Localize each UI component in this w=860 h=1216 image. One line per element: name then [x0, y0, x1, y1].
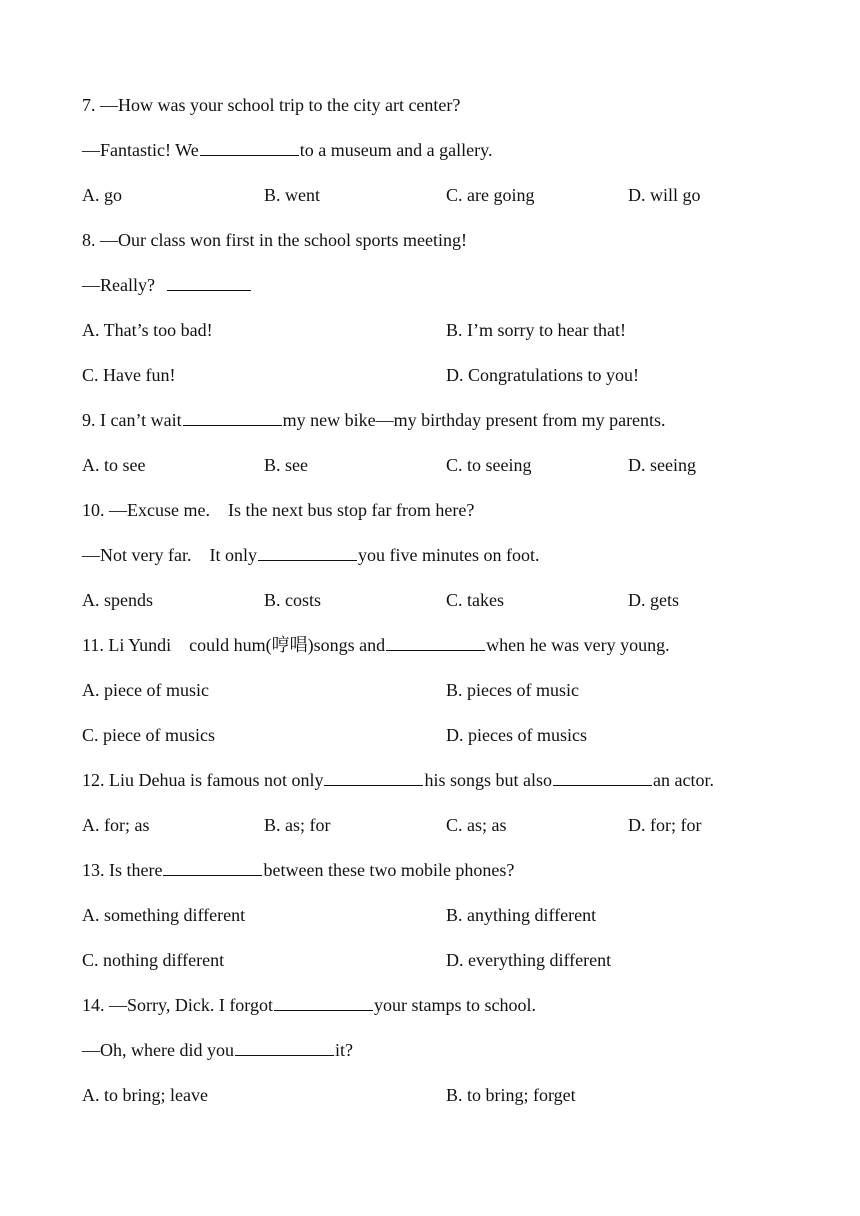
- reply-text: you five minutes on foot.: [357, 545, 540, 565]
- question-13-options-row-1: [82, 900, 840, 945]
- question-8-options-row-1: [82, 315, 840, 360]
- question-10-reply: [82, 540, 840, 585]
- question-8-stem: [82, 225, 840, 270]
- answer-blank: [200, 135, 299, 156]
- question-10-options: [82, 585, 840, 630]
- option-c: C. Have fun!: [82, 365, 176, 385]
- question-8-options-row-2: [82, 360, 840, 405]
- question-7-options: [82, 180, 840, 225]
- answer-blank: [324, 765, 423, 786]
- question-11-options-row-1: [82, 675, 840, 720]
- question-12-stem: [82, 765, 840, 810]
- question-14-reply: [82, 1035, 840, 1080]
- option-d: D. for; for: [628, 815, 702, 835]
- option-b: B. see: [264, 455, 308, 475]
- question-text: 13. Is there: [82, 860, 163, 880]
- question-text: 7. —How was your school trip to the city art center?: [82, 95, 461, 115]
- question-9-stem: [82, 405, 840, 450]
- question-9-options: [82, 450, 840, 495]
- question-7-reply: [82, 135, 840, 180]
- question-10-stem: [82, 495, 840, 540]
- answer-blank: [167, 270, 251, 291]
- option-a: A. to bring; leave: [82, 1085, 208, 1105]
- reply-text: it?: [334, 1040, 353, 1060]
- option-b: B. I’m sorry to hear that!: [446, 320, 626, 340]
- option-b: B. went: [264, 185, 320, 205]
- option-b: B. to bring; forget: [446, 1085, 576, 1105]
- question-text: when he was very young.: [486, 635, 670, 655]
- option-b: B. as; for: [264, 815, 331, 835]
- option-a: A. something different: [82, 905, 246, 925]
- question-text: 10. —Excuse me. Is the next bus stop far from here?: [82, 500, 475, 520]
- answer-blank: [235, 1035, 334, 1056]
- option-d: D. everything different: [446, 950, 612, 970]
- option-c: C. are going: [446, 185, 535, 205]
- option-a: A. to see: [82, 455, 146, 475]
- reply-text: —Fantastic! We: [82, 140, 199, 160]
- question-14-options-row-1: [82, 1080, 840, 1125]
- question-13-options-row-2: [82, 945, 840, 990]
- question-text: your stamps to school.: [373, 995, 536, 1015]
- answer-blank: [163, 855, 262, 876]
- option-a: A. for; as: [82, 815, 150, 835]
- question-text: 12. Liu Dehua is famous not only: [82, 770, 324, 790]
- question-11-options-row-2: [82, 720, 840, 765]
- option-d: D. seeing: [628, 455, 696, 475]
- option-a: A. spends: [82, 590, 153, 610]
- option-c: C. piece of musics: [82, 725, 215, 745]
- question-text: 14. —Sorry, Dick. I forgot: [82, 995, 273, 1015]
- option-c: C. takes: [446, 590, 504, 610]
- question-text: an actor.: [653, 770, 714, 790]
- question-12-options: [82, 810, 840, 855]
- option-b: B. anything different: [446, 905, 597, 925]
- exam-page: [82, 90, 840, 1125]
- question-text: my new bike—my birthday present from my parents.: [282, 410, 666, 430]
- option-d: D. Congratulations to you!: [446, 365, 639, 385]
- option-c: C. as; as: [446, 815, 507, 835]
- option-d: D. gets: [628, 590, 679, 610]
- option-a: A. piece of music: [82, 680, 209, 700]
- option-a: A. go: [82, 185, 122, 205]
- option-a: A. That’s too bad!: [82, 320, 213, 340]
- question-text: between these two mobile phones?: [263, 860, 515, 880]
- option-c: C. to seeing: [446, 455, 532, 475]
- question-14-stem: [82, 990, 840, 1035]
- reply-text: to a museum and a gallery.: [299, 140, 493, 160]
- option-d: D. will go: [628, 185, 701, 205]
- option-b: B. pieces of music: [446, 680, 579, 700]
- option-b: B. costs: [264, 590, 322, 610]
- question-text: his songs but also: [424, 770, 552, 790]
- question-13-stem: [82, 855, 840, 900]
- answer-blank: [274, 990, 373, 1011]
- answer-blank: [553, 765, 652, 786]
- question-8-reply: [82, 270, 840, 315]
- question-text: 8. —Our class won first in the school sports meeting!: [82, 230, 467, 250]
- answer-blank: [183, 405, 282, 426]
- reply-text: —Not very far. It only: [82, 545, 257, 565]
- answer-blank: [258, 540, 357, 561]
- reply-text: —Really?: [82, 275, 160, 295]
- reply-text: —Oh, where did you: [82, 1040, 234, 1060]
- option-d: D. pieces of musics: [446, 725, 587, 745]
- question-text: 9. I can’t wait: [82, 410, 182, 430]
- question-11-stem: [82, 630, 840, 675]
- question-7-stem: [82, 90, 840, 135]
- question-text: 11. Li Yundi could hum(哼唱)songs and: [82, 635, 386, 655]
- answer-blank: [386, 630, 485, 651]
- option-c: C. nothing different: [82, 950, 225, 970]
